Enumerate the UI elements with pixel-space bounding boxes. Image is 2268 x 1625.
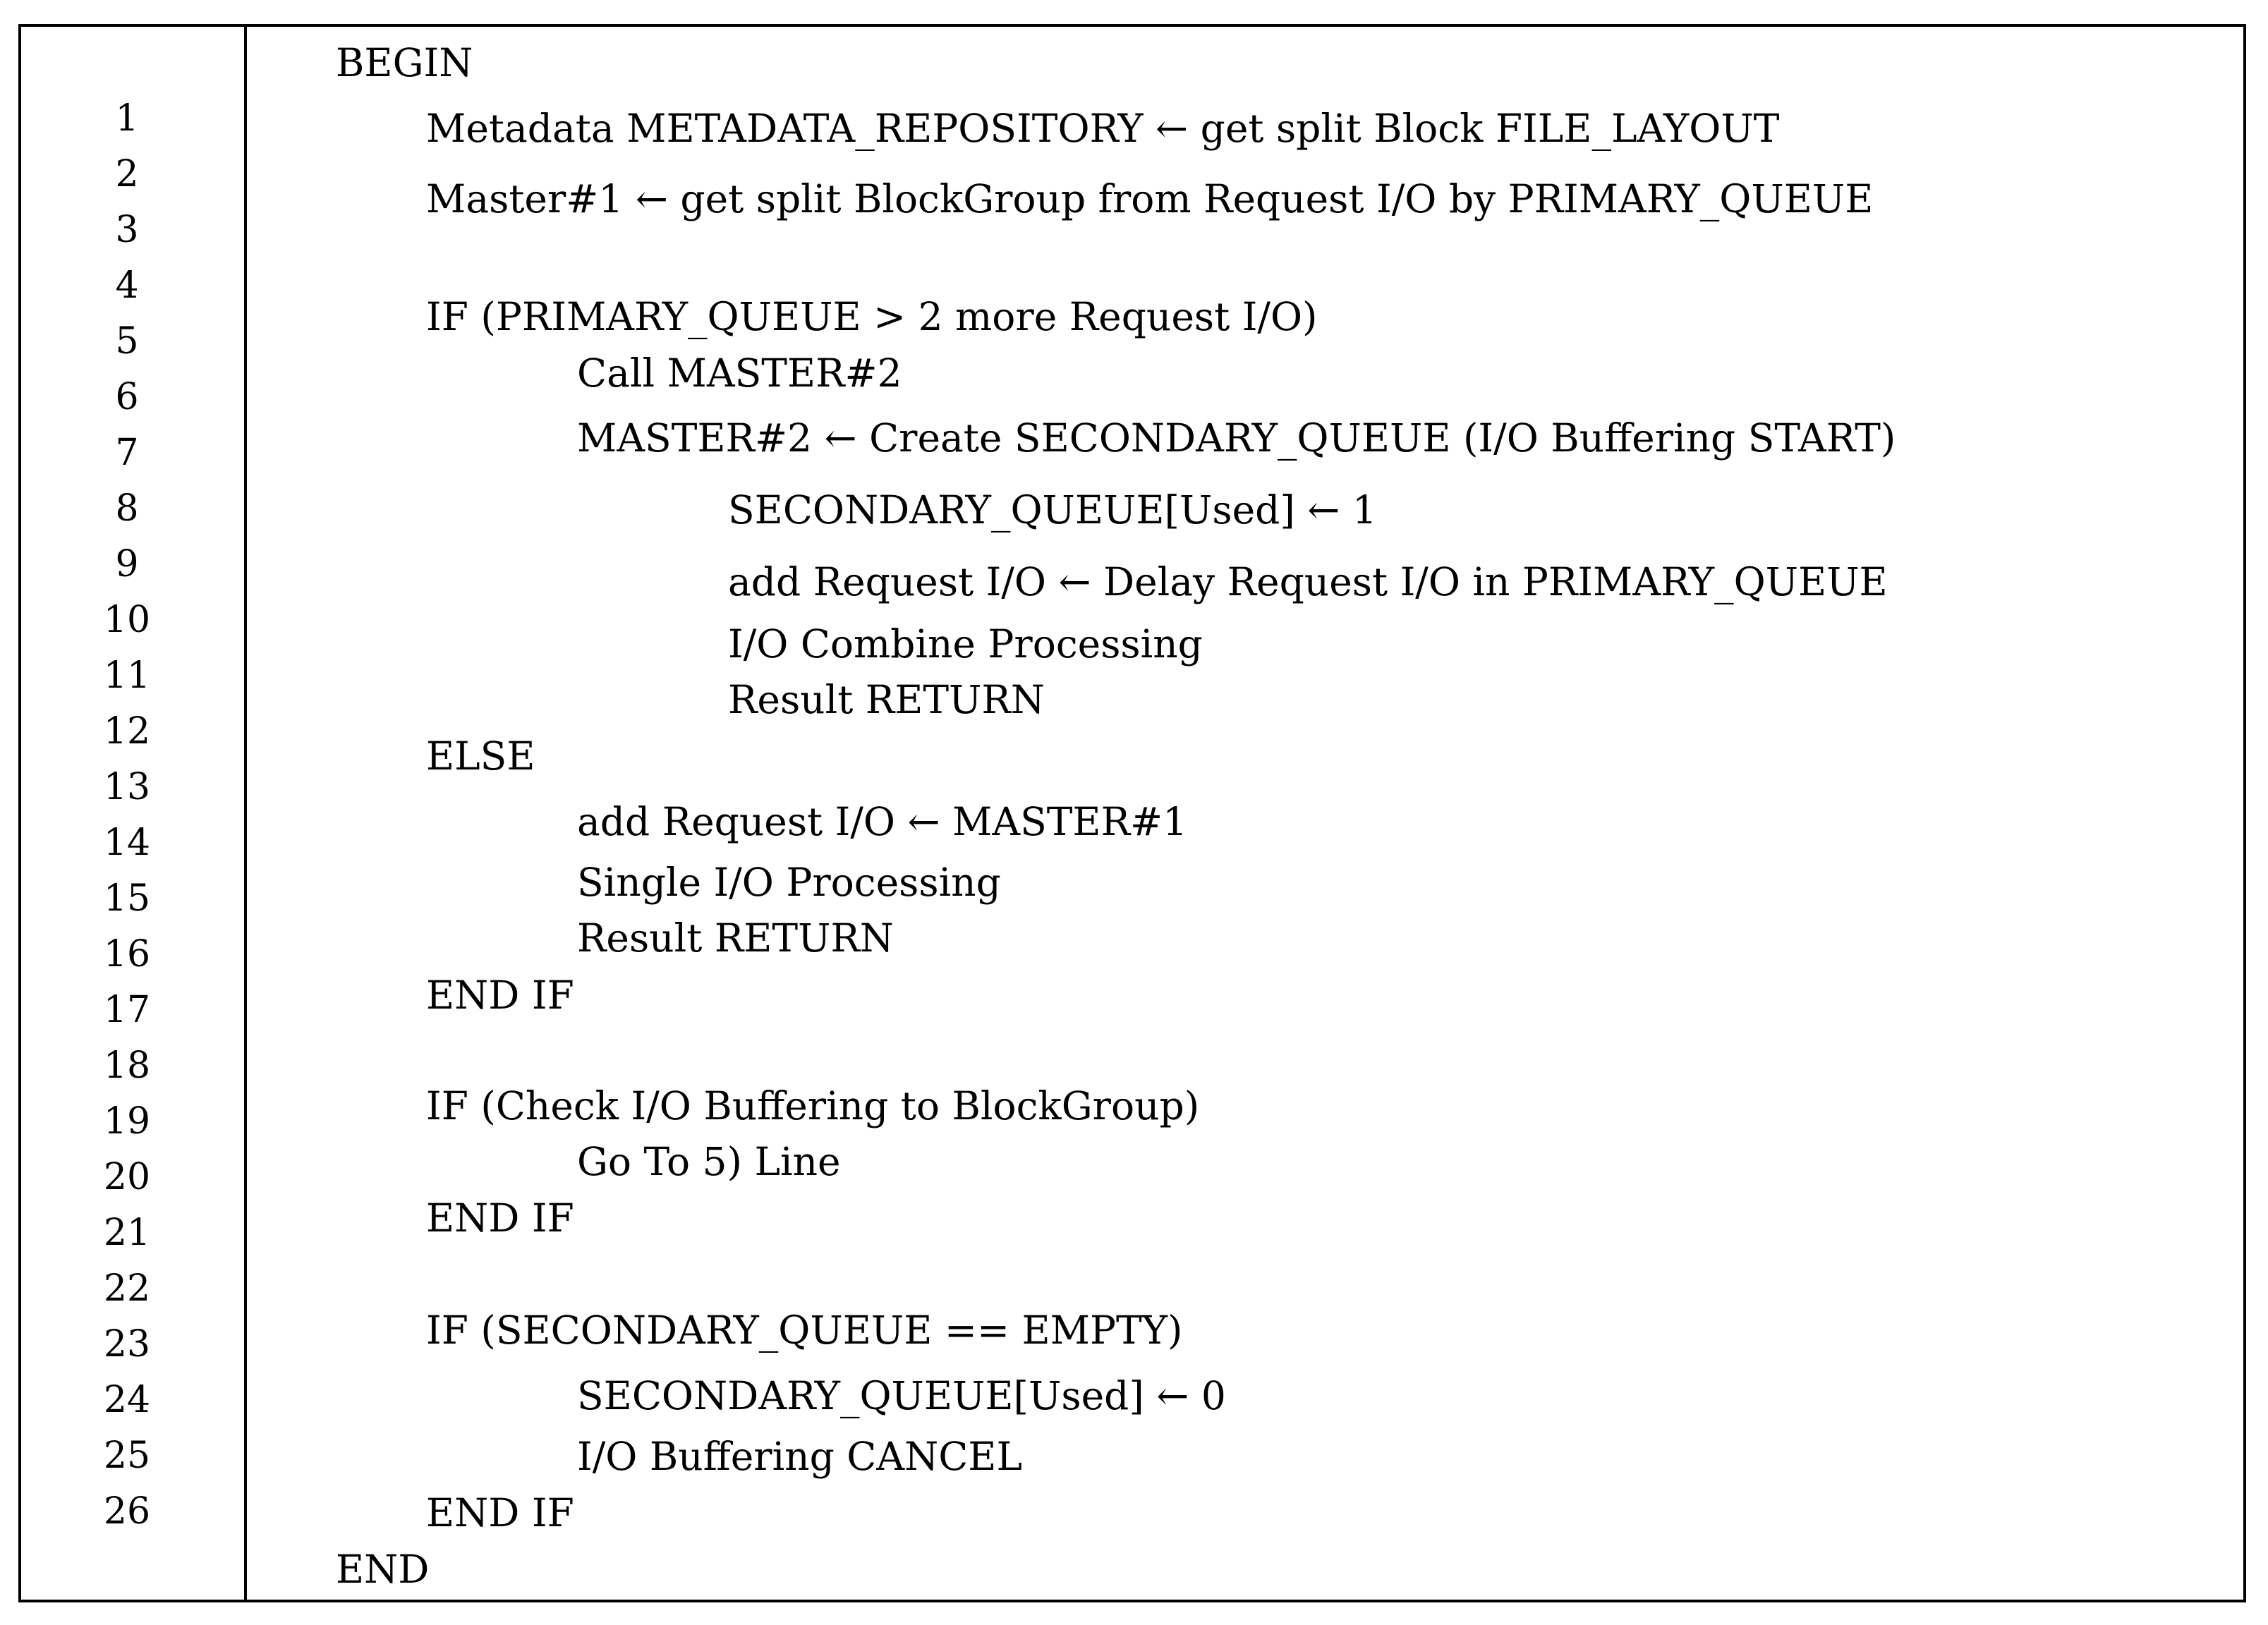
code-line: Master#1 ← get split BlockGroup from Request I/O by PRIMARY_QUEUE xyxy=(426,176,1874,221)
line-number: 1 xyxy=(115,97,139,140)
line-number: 4 xyxy=(115,264,139,307)
line-number: 14 xyxy=(103,822,151,864)
line-number: 7 xyxy=(115,432,139,474)
code-line: add Request I/O ← MASTER#1 xyxy=(577,799,1188,844)
code-line: MASTER#2 ← Create SECONDARY_QUEUE (I/O Buffering START) xyxy=(577,415,1896,461)
line-number: 19 xyxy=(103,1100,151,1143)
code-line: SECONDARY_QUEUE[Used] ← 0 xyxy=(577,1373,1226,1418)
code-line: IF (PRIMARY_QUEUE > 2 more Request I/O) xyxy=(426,294,1318,339)
line-number: 9 xyxy=(115,543,139,585)
line-number: 26 xyxy=(103,1490,151,1533)
line-number: 6 xyxy=(115,376,139,418)
line-number: 21 xyxy=(103,1212,151,1254)
code-line: SECONDARY_QUEUE[Used] ← 1 xyxy=(728,487,1377,532)
line-number: 25 xyxy=(103,1435,151,1477)
code-line: END IF xyxy=(426,1490,574,1535)
begin-keyword: BEGIN xyxy=(336,40,473,85)
code-line: add Request I/O ← Delay Request I/O in PRIMARY_QUEUE xyxy=(728,559,1888,604)
line-number: 8 xyxy=(115,487,139,530)
code-line: Call MASTER#2 xyxy=(577,351,902,396)
line-number: 17 xyxy=(103,989,151,1031)
line-number: 23 xyxy=(103,1323,151,1365)
code-line: Result RETURN xyxy=(577,915,894,961)
code-line: IF (Check I/O Buffering to BlockGroup) xyxy=(426,1083,1200,1128)
line-number: 5 xyxy=(115,320,139,363)
line-number: 12 xyxy=(103,710,151,753)
line-number: 16 xyxy=(103,933,151,975)
line-number: 10 xyxy=(103,599,151,641)
line-number: 2 xyxy=(115,153,139,195)
line-number: 20 xyxy=(103,1156,151,1198)
line-number: 11 xyxy=(103,655,151,697)
code-line: ELSE xyxy=(426,734,535,779)
column-divider xyxy=(244,27,247,1600)
line-number: 15 xyxy=(103,877,151,920)
line-number: 13 xyxy=(103,766,151,808)
code-line: END IF xyxy=(426,1195,574,1241)
line-number: 3 xyxy=(115,209,139,251)
code-line: Single I/O Processing xyxy=(577,860,1001,905)
code-line: IF (SECONDARY_QUEUE == EMPTY) xyxy=(426,1308,1183,1353)
code-line: Go To 5) Line xyxy=(577,1139,841,1184)
code-line: I/O Combine Processing xyxy=(728,621,1203,667)
code-line: Metadata METADATA_REPOSITORY ← get split Block FILE_LAYOUT xyxy=(426,106,1780,151)
end-keyword: END xyxy=(336,1547,430,1592)
code-line: Result RETURN xyxy=(728,677,1045,722)
line-number: 24 xyxy=(103,1379,151,1421)
line-number: 18 xyxy=(103,1045,151,1087)
code-line: END IF xyxy=(426,973,574,1018)
line-number: 22 xyxy=(103,1267,151,1310)
code-line: I/O Buffering CANCEL xyxy=(577,1434,1022,1479)
